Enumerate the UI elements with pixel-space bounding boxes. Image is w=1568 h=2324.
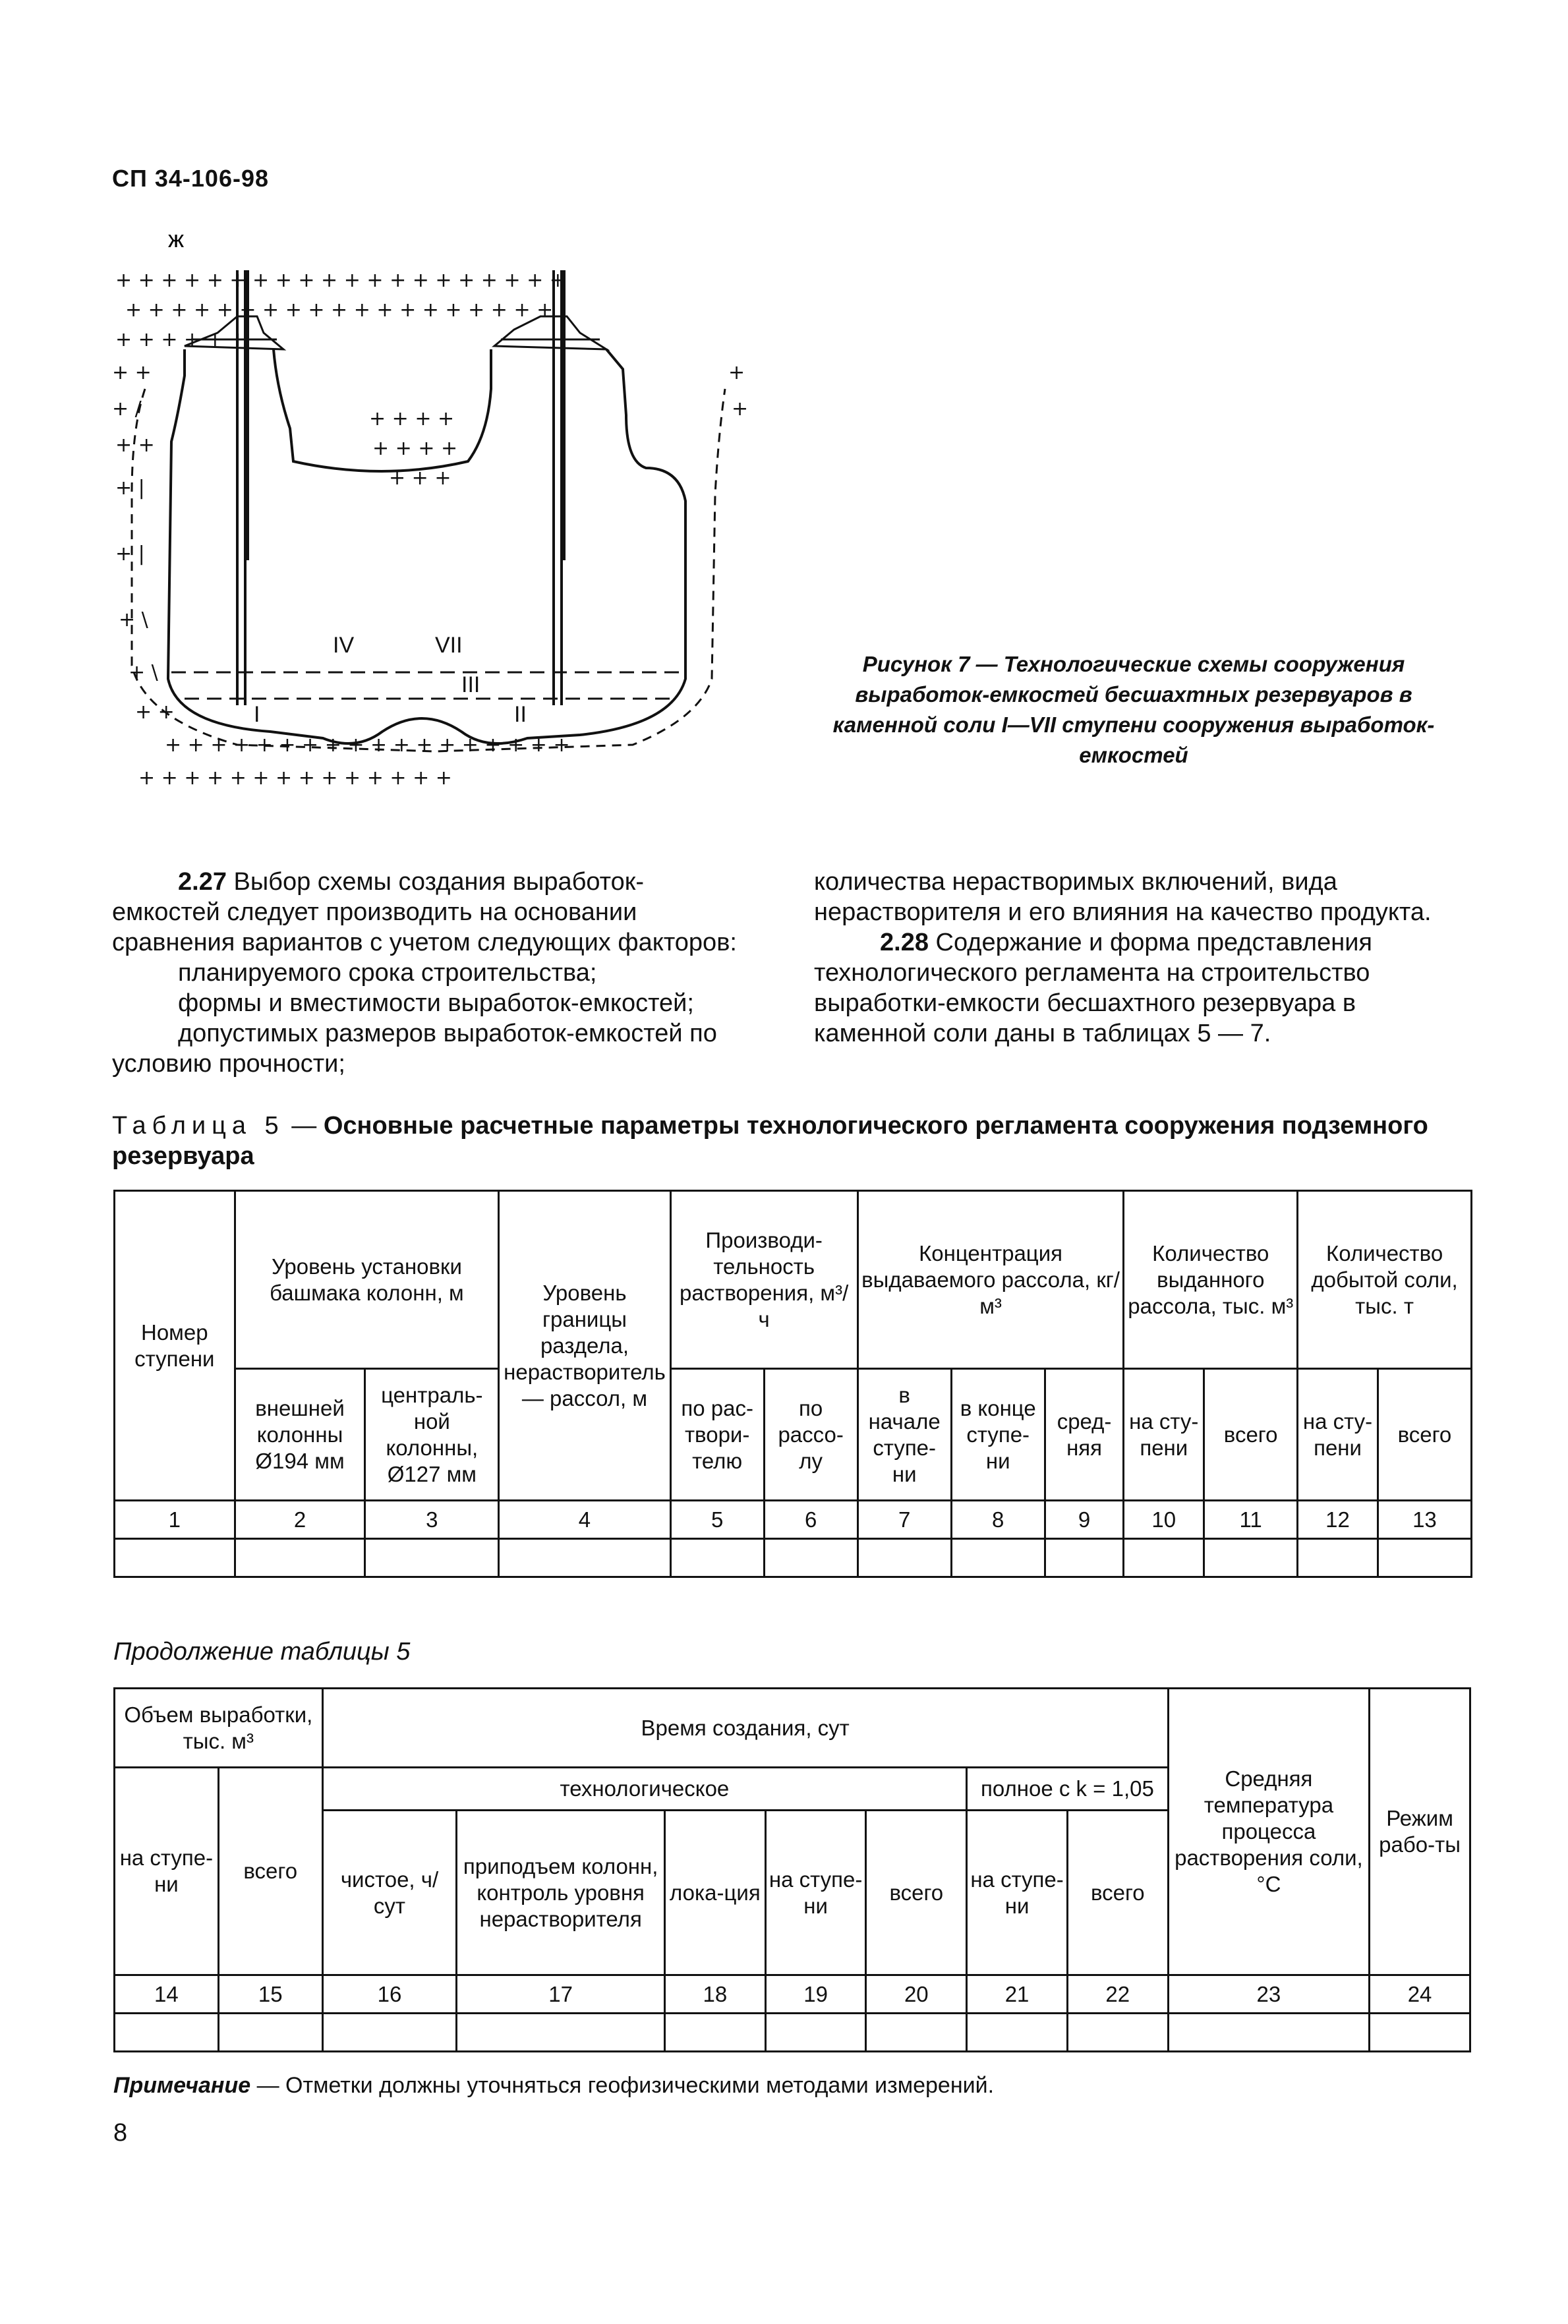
table-note — [113, 2073, 994, 2099]
paragraph: количества нерастворимых включений, вида нерастворителя и его влияния на качество продукта. — [814, 868, 1432, 926]
column-number: 15 — [218, 1975, 322, 2014]
column-number: 21 — [967, 1975, 1068, 2014]
column-number: 7 — [857, 1501, 951, 1539]
stage-label-vii: VII — [435, 633, 463, 658]
header-prod-brine: по рассо-лу — [764, 1369, 857, 1501]
stage-label-i: I — [254, 702, 260, 727]
column-number: 14 — [115, 1975, 219, 2014]
header-brine-total: всего — [1204, 1369, 1298, 1501]
column-number-row — [115, 1975, 1470, 2014]
stage-label-iii: III — [461, 672, 480, 697]
column-number-row — [115, 1501, 1472, 1539]
table-5-continuation — [113, 1687, 1471, 2052]
table-title: Основные расчетные параметры технологического регламента сооружения подземного резервуара — [112, 1112, 1428, 1170]
caption-lead: Рисунок 7 — [862, 652, 970, 676]
column-number: 8 — [951, 1501, 1045, 1539]
svg-text:+ + + +: + + + + — [369, 407, 455, 430]
column-number: 2 — [235, 1501, 365, 1539]
column-number: 18 — [664, 1975, 765, 2014]
header-conc-end: в конце ступе-ни — [951, 1369, 1045, 1501]
header-salt-mined: Количество добытой соли, тыс. т — [1298, 1191, 1472, 1369]
document-header: СП 34-106-98 — [112, 165, 270, 192]
table-label: Таблица 5 — [112, 1112, 285, 1140]
svg-text:+ + + + + + + + + + + + + +: + + + + + + + + + + + + + + — [138, 767, 452, 790]
header-conc-avg: сред-няя — [1045, 1369, 1124, 1501]
header-vol-total: всего — [218, 1768, 322, 1975]
column-number: 5 — [670, 1501, 764, 1539]
table-caption — [112, 1111, 1470, 1171]
header-concentration: Концентрация выдаваемого рассола, кг/м³ — [857, 1191, 1124, 1369]
column-number: 13 — [1378, 1501, 1471, 1539]
svg-text:+ + + + + + + + + + + + + + +: + + + + + + + + + + + + + + + + + + + + — [115, 269, 566, 292]
header-salt-total: всего — [1378, 1369, 1471, 1501]
stage-label-iv: IV — [333, 633, 355, 658]
header-creation-time: Время создания, сут — [322, 1689, 1168, 1768]
svg-text:+ + +: + + + — [389, 467, 451, 490]
svg-text:+ +: + + — [135, 701, 175, 724]
column-number: 22 — [1067, 1975, 1168, 2014]
page-number: 8 — [113, 2119, 128, 2147]
column-number: 16 — [322, 1975, 457, 2014]
column-number: 23 — [1168, 1975, 1369, 2014]
svg-text:+ /: + / — [112, 397, 142, 421]
table-dash: — — [284, 1112, 324, 1140]
column-number: 10 — [1124, 1501, 1204, 1539]
svg-text:+ +: + + — [112, 361, 152, 384]
figure-caption — [804, 649, 1463, 770]
svg-text:+: + — [728, 361, 745, 384]
note-lead: Примечание — [113, 2073, 251, 2098]
header-location: лока-ция — [664, 1811, 765, 1975]
note-text: — Отметки должны уточняться геофизическими методами измерений. — [250, 2073, 995, 2098]
header-tech-stage: на ступе-ни — [765, 1811, 866, 1975]
svg-text:+ \: + \ — [129, 661, 158, 684]
header-productivity: Производи-тельность растворения, м³/ч — [670, 1191, 857, 1369]
paragraph: формы и вместимости выработок-емкостей; — [178, 989, 694, 1017]
header-clean: чистое, ч/ сут — [322, 1811, 457, 1975]
stage-label-ii: II — [514, 702, 527, 727]
svg-text:+ |: + | — [115, 542, 145, 566]
column-number: 17 — [457, 1975, 665, 2014]
column-number: 6 — [764, 1501, 857, 1539]
header-conc-start: в начале ступе-ни — [857, 1369, 951, 1501]
header-lift: приподъем колонн, контроль уровня нерастворителя — [457, 1811, 665, 1975]
column-number: 19 — [765, 1975, 866, 2014]
paragraph: Содержание и форма представления технологического регламента на строительство выработки-емкости бесшахтного резервуара в каменной соли даны в таблицах 5 — 7. — [814, 929, 1373, 1047]
column-number: 3 — [365, 1501, 499, 1539]
svg-text:+ + + + + + + + + + + + + + +: + + + + + + + + + + + + + + + + + + — [165, 734, 570, 757]
clause-number: 2.28 — [880, 929, 929, 956]
svg-text:+ + + +: + + + + — [372, 437, 458, 460]
svg-text:+ |: + | — [115, 477, 145, 500]
header-boundary-level: Уровень границы раздела, нерастворитель — рассол, м — [499, 1191, 670, 1501]
column-number: 12 — [1298, 1501, 1378, 1539]
header-brine-stage: на сту-пени — [1124, 1369, 1204, 1501]
svg-text:+ + + + + + + + + + + + + + +: + + + + + + + + + + + + + + + + + + + — [125, 299, 554, 322]
svg-text:+ +: + + — [115, 434, 155, 457]
header-full-total: всего — [1067, 1811, 1168, 1975]
header-volume: Объем выработки, тыс. м³ — [115, 1689, 323, 1768]
svg-text:+ + +: + + + + + + — [115, 328, 247, 351]
right-column — [814, 867, 1466, 1049]
header-stage-number: Номер ступени — [115, 1191, 235, 1501]
header-mode: Режим рабо-ты — [1370, 1689, 1470, 1975]
column-number: 20 — [866, 1975, 967, 2014]
paragraph: допустимых размеров выработок-емкостей по условию прочности; — [112, 1020, 717, 1078]
continuation-label: Продолжение таблицы 5 — [113, 1638, 411, 1666]
paragraph: планируемого срока строительства; — [178, 959, 597, 987]
header-vol-stage: на ступе-ни — [115, 1768, 219, 1975]
header-brine-output: Количество выданного рассола, тыс. м³ — [1124, 1191, 1298, 1369]
cavern-diagram — [105, 218, 778, 798]
table-5 — [113, 1190, 1472, 1578]
header-technological: технологическое — [322, 1768, 967, 1811]
column-number: 24 — [1370, 1975, 1470, 2014]
header-prod-solvent: по рас-твори-телю — [670, 1369, 764, 1501]
header-temperature: Средняя температура процесса растворения соли, °С — [1168, 1689, 1369, 1975]
header-tech-total: всего — [866, 1811, 967, 1975]
header-outer-column: внешней колонны Ø194 мм — [235, 1369, 365, 1501]
header-full-stage: на ступе-ни — [967, 1811, 1068, 1975]
figure-letter: ж — [168, 225, 185, 252]
clause-number: 2.27 — [178, 868, 227, 896]
empty-data-row — [115, 1539, 1472, 1577]
svg-text:+: + — [732, 397, 749, 421]
column-number: 4 — [499, 1501, 670, 1539]
caption-text: — Технологические схемы сооружения выработок-емкостей бесшахтных резервуаров в каменной соли I—VII ступени сооружения выработок-емкостей — [832, 652, 1435, 767]
column-number: 1 — [115, 1501, 235, 1539]
left-column — [112, 867, 745, 1079]
header-shoe-level: Уровень установки башмака колонн, м — [235, 1191, 499, 1369]
header-full: полное с k = 1,05 — [967, 1768, 1168, 1811]
column-number: 11 — [1204, 1501, 1298, 1539]
svg-text:+ \: + \ — [119, 608, 148, 631]
header-central-column: централь-ной колонны, Ø127 мм — [365, 1369, 499, 1501]
header-salt-stage: на сту-пени — [1298, 1369, 1378, 1501]
paragraph: Выбор схемы создания выработок-емкостей следует производить на основании сравнения вариантов с учетом следующих факторов: — [112, 868, 737, 956]
column-number: 9 — [1045, 1501, 1124, 1539]
empty-data-row — [115, 2014, 1470, 2052]
